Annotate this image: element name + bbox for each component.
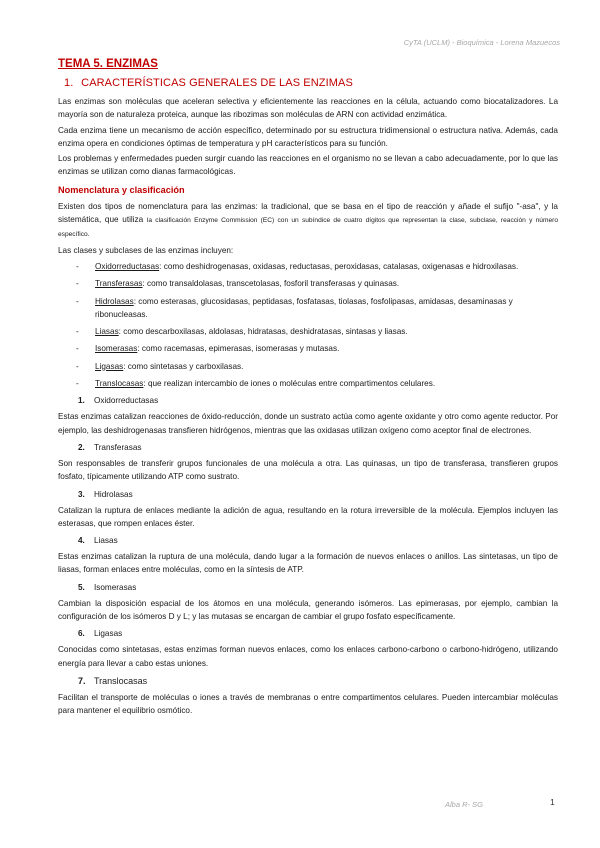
class-desc: : como racemasas, epimerasas, isomerasas y mutasas. — [137, 344, 340, 354]
subsection-number: 3. — [78, 489, 85, 499]
nomenclature-text: Existen dos tipos de nomenclatura para las enzimas: la tradicional, que se basa en el tipo de reacción y añade el sufijo "-asa", y la sistemática, que utiliza — [58, 201, 558, 225]
subsection-heading — [78, 396, 558, 405]
list-item — [58, 342, 558, 355]
list-item — [58, 377, 558, 390]
class-term: Liasas — [95, 327, 119, 337]
class-term: Hidrolasas — [95, 296, 134, 306]
subsection-heading — [78, 629, 558, 638]
paragraph: Estas enzimas catalizan reacciones de óxido-reducción, donde un sustrato actúa como agente oxidante y otro como agente reductor. Por ejemplo, las deshidrogenasas transfieren hidrógenos, mientras que las oxidasas utilizan oxígeno como aceptor final de electrones. — [58, 412, 558, 435]
list-item — [58, 277, 558, 290]
class-term: Translocasas — [95, 379, 144, 389]
class-desc: : como esterasas, glucosidasas, peptidasas, fosfatasas, tiolasas, fosfolipasas, amidasas, desaminasas y ribonucleasas. — [95, 296, 513, 319]
document-title: TEMA 5. ENZIMAS — [58, 58, 158, 70]
list-item — [58, 325, 558, 338]
subsection-number: 1. — [78, 396, 85, 406]
paragraph: Las enzimas son moléculas que aceleran selectiva y eficientemente las reacciones en la célula, actuando como biocatalizadores. La mayoría son de naturaleza proteica, aunque las ribozimas son moléculas de ARN con actividad enzimática. — [58, 97, 558, 120]
list-item — [58, 295, 558, 322]
subsection-heading — [78, 583, 558, 592]
subsection-heading — [78, 490, 558, 499]
section-title: CARACTERÍSTICAS GENERALES DE LAS ENZIMAS — [81, 77, 353, 89]
class-term: Isomerasas — [95, 344, 138, 354]
bullet-dash: - — [76, 344, 79, 354]
paragraph: Estas enzimas catalizan la ruptura de una molécula, dando lugar a la formación de nuevos enlaces o anillos. Las sintetasas, un tipo de liasas, forman enlaces entre moléculas, como en la síntesis de ATP. — [58, 552, 558, 575]
paragraph: Conocidas como sintetasas, estas enzimas forman nuevos enlaces, como los enlaces carbono-carbono o carbono-hidrógeno, utilizando energía para llevar a cabo estas uniones. — [58, 645, 558, 668]
subsection-heading — [78, 676, 558, 686]
bullet-dash: - — [76, 379, 79, 389]
enzyme-class-list — [58, 260, 558, 390]
subsection-title: Transferasas — [94, 442, 142, 452]
paragraph: Las clases y subclases de las enzimas incluyen: — [58, 245, 234, 255]
class-desc: : que realizan intercambio de iones o moléculas entre compartimentos celulares. — [143, 379, 436, 389]
nomenclature-ec-text: la clasificación Enzyme Commission (EC) con un subíndice de cuatro dígitos que representan la clase, subclase, reacción y número específico. — [58, 217, 558, 239]
class-term: Ligasas — [95, 361, 124, 371]
paragraph: Cada enzima tiene un mecanismo de acción específico, determinado por su estructura tridimensional o estructura nativa. Además, cada enzima opera en condiciones óptimas de temperatura y pH característicos para su función. — [58, 125, 558, 148]
bullet-dash: - — [76, 361, 79, 371]
subsection-number: 6. — [78, 629, 85, 639]
list-item — [58, 360, 558, 373]
subsection-title: Oxidorreductasas — [94, 396, 159, 406]
list-item — [58, 260, 558, 273]
paragraph — [58, 200, 558, 242]
nomenclature-heading: Nomenclatura y clasificación — [58, 184, 185, 195]
subsection-title: Hidrolasas — [94, 489, 133, 499]
class-term: Transferasas — [95, 279, 143, 289]
footer-author: Alba R- SG — [445, 800, 483, 809]
bullet-dash: - — [76, 327, 79, 337]
subsection-heading — [78, 536, 558, 545]
document-body — [58, 58, 558, 720]
paragraph: Facilitan el transporte de moléculas o iones a través de membranas o entre compartimentos celulares. Pueden intercambiar moléculas para mantener el equilibrio osmótico. — [58, 692, 558, 716]
section-heading — [64, 77, 558, 89]
bullet-dash: - — [76, 261, 79, 271]
subsection-number: 5. — [78, 582, 85, 592]
bullet-dash: - — [76, 296, 79, 306]
class-desc: : como descarboxilasas, aldolasas, hidratasas, deshidratasas, sintasas y liasas. — [118, 327, 408, 337]
paragraph: Cambian la disposición espacial de los átomos en una molécula, generando isómeros. Las epimerasas, por ejemplo, cambian la configuración de los isómeros D y L; y las mutasas se encargan de cambiar el grupo fosfato específicamente. — [58, 598, 558, 622]
subsection-number: 7. — [78, 675, 86, 686]
subsection-title: Translocasas — [94, 675, 148, 686]
subsection-number: 4. — [78, 536, 85, 546]
paragraph: Son responsables de transferir grupos funcionales de una molécula a otra. Las quinasas, un tipo de transferasa, transfieren grupos fosfato, típicamente utilizando ATP como sustrato. — [58, 458, 558, 482]
subsection-heading — [78, 443, 558, 452]
class-desc: : como transaldolasas, transcetolasas, fosforil transferasas y quinasas. — [142, 279, 400, 289]
page-number: 1 — [550, 797, 555, 807]
bullet-dash: - — [76, 279, 79, 289]
class-desc: : como sintetasas y carboxilasas. — [123, 361, 244, 371]
paragraph: Los problemas y enfermedades pueden surgir cuando las reacciones en el organismo no se llevan a cabo adecuadamente, por lo que las enzimas se utilizan como dianas farmacológicas. — [58, 154, 558, 177]
class-term: Oxidorreductasas — [95, 261, 160, 271]
class-desc: : como deshidrogenasas, oxidasas, reductasas, peroxidasas, catalasas, oxigenasas e hidroxilasas. — [159, 261, 519, 271]
section-number: 1. — [64, 77, 74, 89]
subsection-title: Liasas — [94, 536, 118, 546]
page-header: CyTA (UCLM) - Bioquímica - Lorena Mazuecos — [403, 38, 560, 47]
subsection-title: Isomerasas — [94, 582, 137, 592]
subsection-title: Ligasas — [94, 629, 123, 639]
subsection-number: 2. — [78, 442, 85, 452]
paragraph: Catalizan la ruptura de enlaces mediante la adición de agua, resultando en la rotura irreversible de la molécula. Ejemplos incluyen las esterasas, que rompen enlaces éster. — [58, 505, 558, 528]
